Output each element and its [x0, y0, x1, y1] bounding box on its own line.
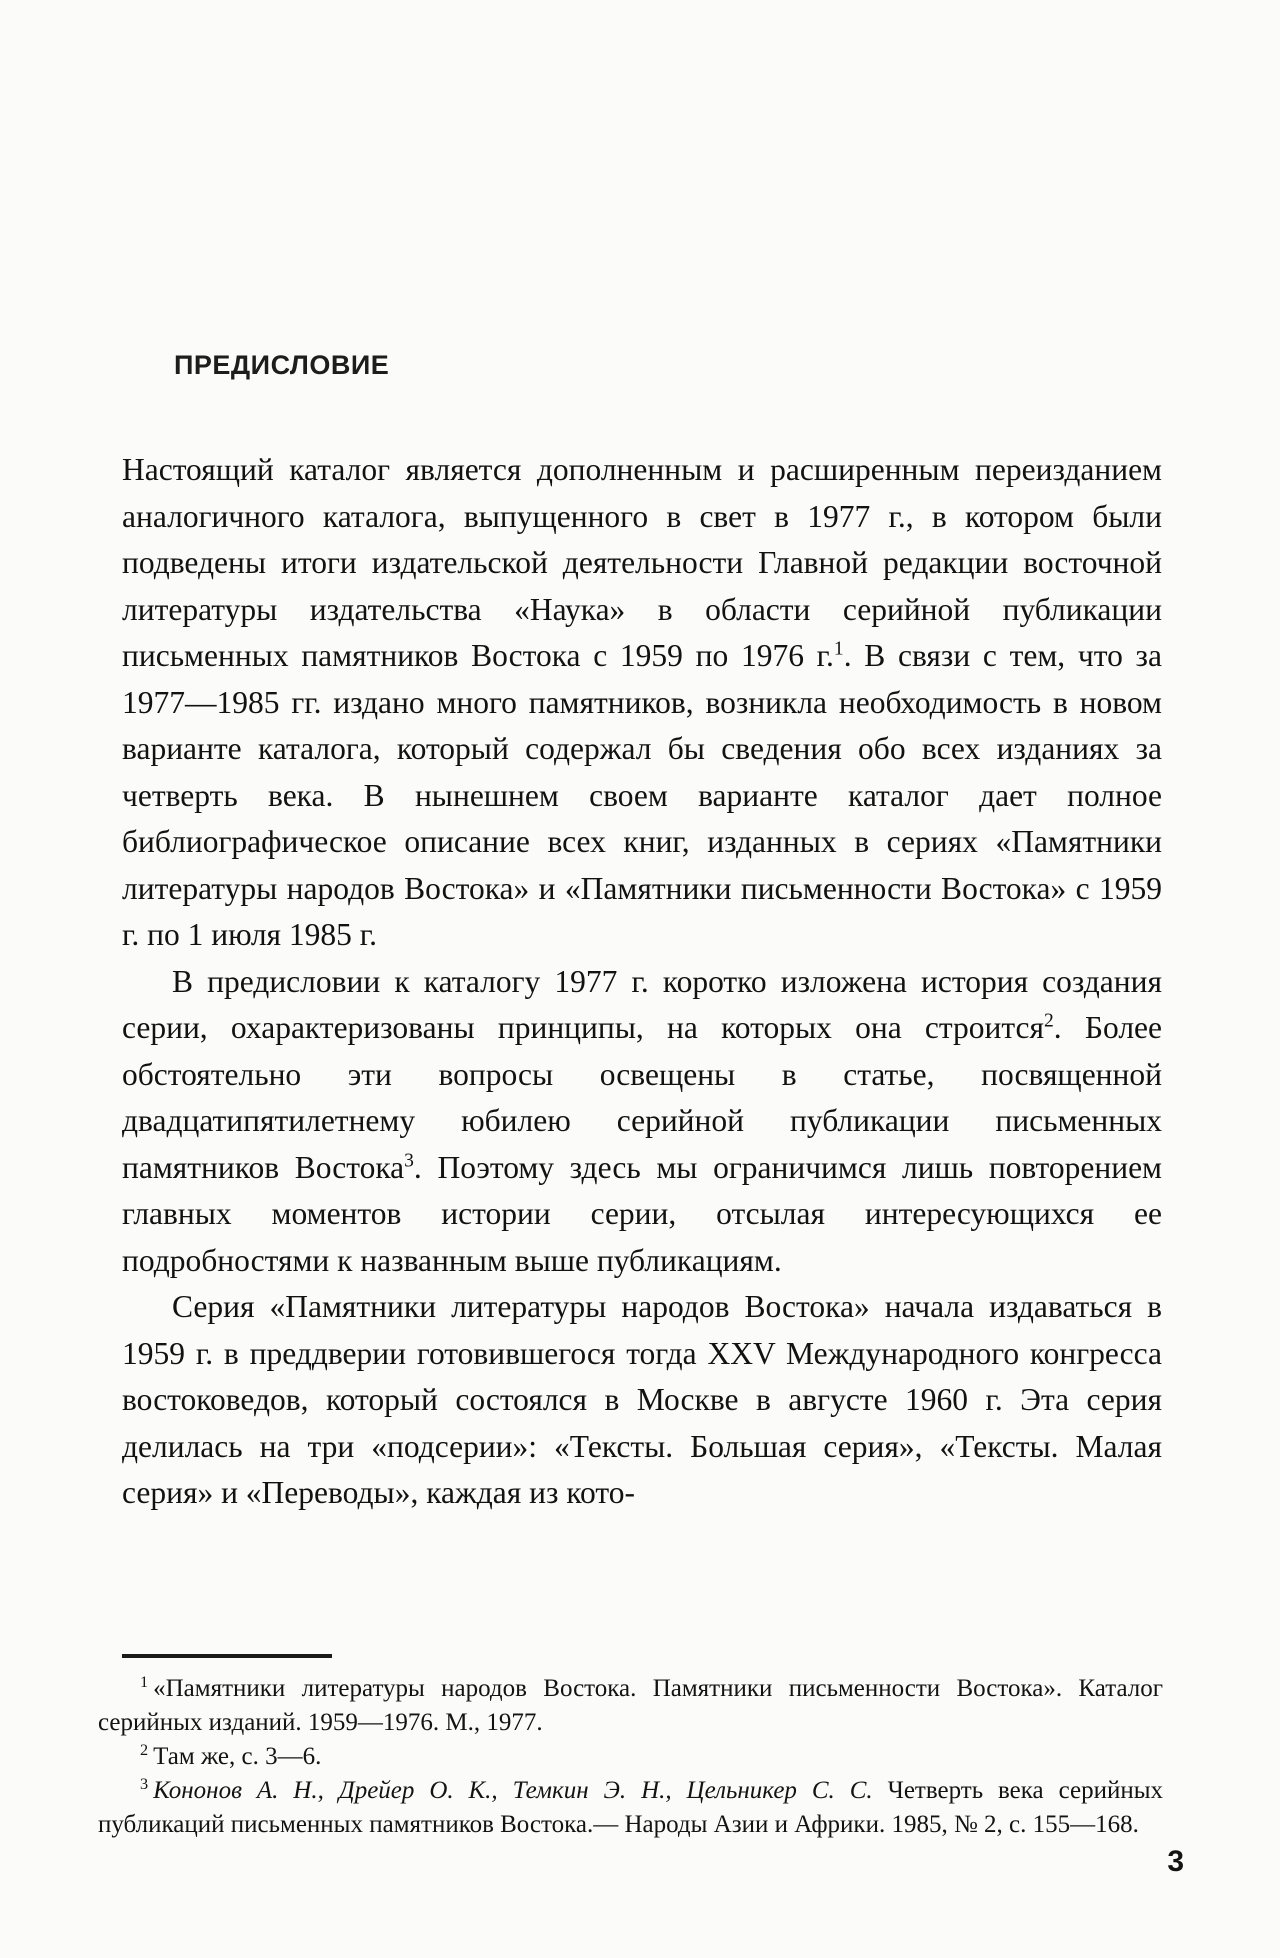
page-title: ПРЕДИСЛОВИЕ [174, 350, 390, 380]
footnote-2-marker: 2 [140, 1740, 149, 1759]
footnote-1-marker: 1 [140, 1672, 149, 1691]
footnote-separator [122, 1654, 332, 1658]
footnote-3 [98, 1774, 1163, 1842]
footnote-ref-2[interactable]: 2 [1044, 1010, 1054, 1032]
body-text [122, 447, 1162, 1517]
footnote-3-authors: Кононов А. Н., Дрейер О. К., Темкин Э. Н., Цельникер С. С. [153, 1777, 873, 1804]
paragraph-3: Серия «Памятники литературы народов Востока» начала издаваться в 1959 г. в преддверии готовившегося тогда XXV Международного конгресса востоковедов, который состоялся в Москве в августе 1960 г. Эта серия делилась на три «подсерии»: «Тексты. Большая серия», «Тексты. Малая серия» и «Переводы», каждая из кото- [122, 1289, 1162, 1510]
paragraph-1 [122, 447, 1162, 959]
paragraph-2-text-b: . Более обстоятельно эти вопросы освещены в статье, посвященной двадцатипятилетнему юбилею серийной публикации письменных памятников Востока [122, 1010, 1162, 1185]
paragraph-2-text-c: . Поэтому здесь мы ограничимся лишь повторением главных моментов истории серии, отсылая интересующихся ее подробностями к названным выше публикациям. [122, 1149, 1162, 1278]
paragraph-1-text-a: Настоящий каталог является дополненным и расширенным переизданием аналогичного каталога, выпущенного в свет в 1977 г., в котором были подведены итоги издательской деятельности Главной редакции восточной литературы издательства «Наука» в области серийной публикации письменных памятников Востока с 1959 по 1976 г. [122, 452, 1162, 673]
footnote-2 [98, 1740, 1163, 1774]
footnote-ref-1[interactable]: 1 [833, 638, 844, 660]
page-content [122, 350, 1162, 1517]
paragraph-1-text-b: . В связи с тем, что за 1977—1985 гг. издано много памятников, возникла необходимость в новом варианте каталога, который содержал бы сведения обо всех изданиях за четверть века. В нынешнем своем варианте каталог дает полное библиографическое описание всех книг, изданных в сериях «Памятники литературы народов Востока» и «Памятники письменности Востока» с 1959 г. по 1 июля 1985 г. [122, 638, 1162, 952]
footnote-2-text: Там же, с. 3—6. [153, 1743, 322, 1770]
paragraph-2 [122, 959, 1162, 1285]
paragraph-2-text-a: В предисловии к каталогу 1977 г. коротко изложена история создания серии, охарактеризованы принципы, на которых она строится [122, 963, 1162, 1045]
footnote-1-text: «Памятники литературы народов Востока. Памятники письменности Востока». Каталог серийных изданий. 1959—1976. М., 1977. [98, 1675, 1163, 1736]
footnote-3-marker: 3 [140, 1774, 149, 1793]
page-number: 3 [1167, 1845, 1184, 1878]
footnote-ref-3[interactable]: 3 [404, 1150, 414, 1171]
footnote-1 [98, 1672, 1163, 1740]
footnotes-section [98, 1672, 1163, 1842]
footnote-3-text: Четверть века серийных публикаций письменных памятников Востока.— Народы Азии и Африки. 1985, № 2, с. 155—168. [98, 1777, 1164, 1838]
